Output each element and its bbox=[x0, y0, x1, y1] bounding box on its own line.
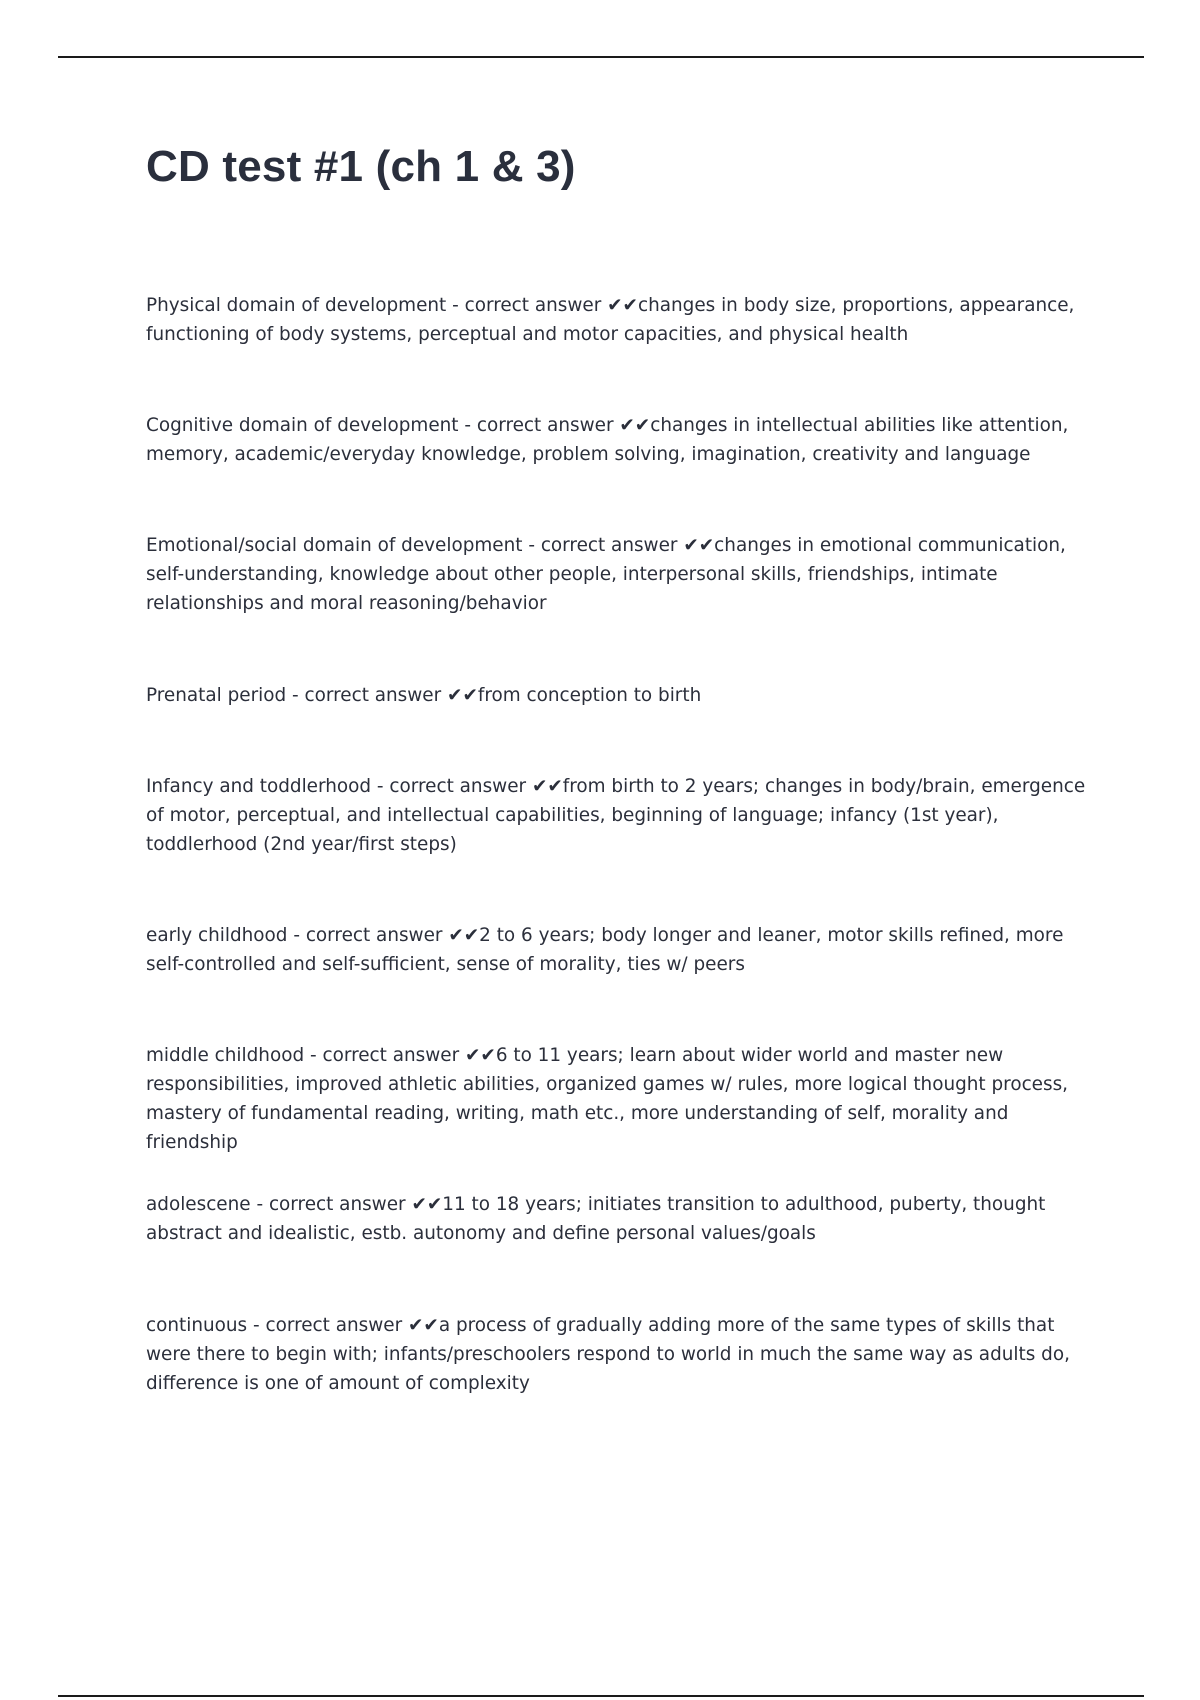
entry-term: Cognitive domain of development bbox=[146, 415, 459, 436]
entry-definition: 11 to 18 years; initiates transition to adulthood, puberty, thought abstract and idealistic, estb. autonomy and define personal values/goals bbox=[146, 1194, 1046, 1244]
entry-separator: - bbox=[446, 295, 465, 316]
answer-label: correct answer bbox=[476, 415, 614, 436]
entry-separator: - bbox=[250, 1194, 269, 1215]
entry-term: Emotional/social domain of development bbox=[146, 535, 523, 556]
entry-term: adolescene bbox=[146, 1194, 251, 1215]
answer-label: correct answer bbox=[305, 925, 443, 946]
check-marks-icon: ✔✔ bbox=[607, 295, 638, 316]
flashcard-entry bbox=[146, 1041, 1094, 1157]
entry-definition: from conception to birth bbox=[477, 685, 702, 706]
entry-term: Physical domain of development bbox=[146, 295, 447, 316]
check-marks-icon: ✔✔ bbox=[465, 1045, 496, 1066]
entry-separator: - bbox=[458, 415, 477, 436]
entry-term: middle childhood bbox=[146, 1045, 305, 1066]
top-rule bbox=[58, 56, 1144, 58]
entry-definition: changes in intellectual abilities like attention, memory, academic/everyday knowledge, problem solving, imagination, creativity and language bbox=[146, 415, 1069, 465]
entry-definition: changes in emotional communication, self-understanding, knowledge about other people, interpersonal skills, friendships, intimate relationships and moral reasoning/behavior bbox=[146, 535, 1066, 614]
flashcard-entry bbox=[146, 772, 1094, 859]
answer-label: correct answer bbox=[304, 685, 442, 706]
flashcard-entry bbox=[146, 921, 1094, 979]
answer-label: correct answer bbox=[268, 1194, 406, 1215]
entry-separator: - bbox=[286, 685, 305, 706]
answer-label: correct answer bbox=[540, 535, 678, 556]
entry-separator: - bbox=[371, 776, 390, 797]
entry-definition: changes in body size, proportions, appearance, functioning of body systems, perceptual and motor capacities, and physical health bbox=[146, 295, 1075, 345]
entry-definition: a process of gradually adding more of the same types of skills that were there to begin with; infants/preschoolers respond to world in much the same way as adults do, difference is one of amount of complexity bbox=[146, 1315, 1070, 1394]
entry-term: Prenatal period bbox=[146, 685, 287, 706]
entry-definition: 2 to 6 years; body longer and leaner, motor skills refined, more self-controlled and self-sufficient, sense of morality, ties w/ peers bbox=[146, 925, 1064, 975]
entry-separator: - bbox=[304, 1045, 323, 1066]
answer-label: correct answer bbox=[265, 1315, 403, 1336]
entry-separator: - bbox=[522, 535, 541, 556]
flashcard-entry bbox=[146, 531, 1094, 618]
entry-separator: - bbox=[247, 1315, 266, 1336]
flashcard-entry bbox=[146, 1311, 1094, 1398]
flashcard-entry bbox=[146, 291, 1094, 349]
check-marks-icon: ✔✔ bbox=[619, 415, 651, 436]
entry-term: continuous bbox=[146, 1315, 248, 1336]
check-marks-icon: ✔✔ bbox=[448, 925, 480, 946]
flashcard-entry bbox=[146, 681, 1094, 710]
check-marks-icon: ✔✔ bbox=[408, 1315, 439, 1336]
entry-term: early childhood bbox=[146, 925, 288, 946]
bottom-rule bbox=[58, 1695, 1144, 1697]
entry-definition: from birth to 2 years; changes in body/brain, emergence of motor, perceptual, and intellectual capabilities, beginning of language; infancy (1st year), toddlerhood (2nd year/first steps) bbox=[146, 776, 1086, 855]
check-marks-icon: ✔✔ bbox=[683, 535, 715, 556]
check-marks-icon: ✔✔ bbox=[531, 776, 563, 797]
answer-label: correct answer bbox=[322, 1045, 460, 1066]
flashcard-entry bbox=[146, 1190, 1094, 1248]
entry-definition: 6 to 11 years; learn about wider world and master new responsibilities, improved athletic abilities, organized games w/ rules, more logical thought process, mastery of fundamental reading, writing, math etc., more understanding of self, morality and friendship bbox=[146, 1045, 1069, 1153]
check-marks-icon: ✔✔ bbox=[447, 685, 478, 706]
check-marks-icon: ✔✔ bbox=[411, 1194, 443, 1215]
entry-term: Infancy and toddlerhood bbox=[146, 776, 372, 797]
answer-label: correct answer bbox=[389, 776, 527, 797]
page-title: CD test #1 (ch 1 & 3) bbox=[146, 142, 576, 191]
answer-label: correct answer bbox=[464, 295, 602, 316]
entry-separator: - bbox=[287, 925, 306, 946]
flashcard-entry bbox=[146, 411, 1094, 469]
